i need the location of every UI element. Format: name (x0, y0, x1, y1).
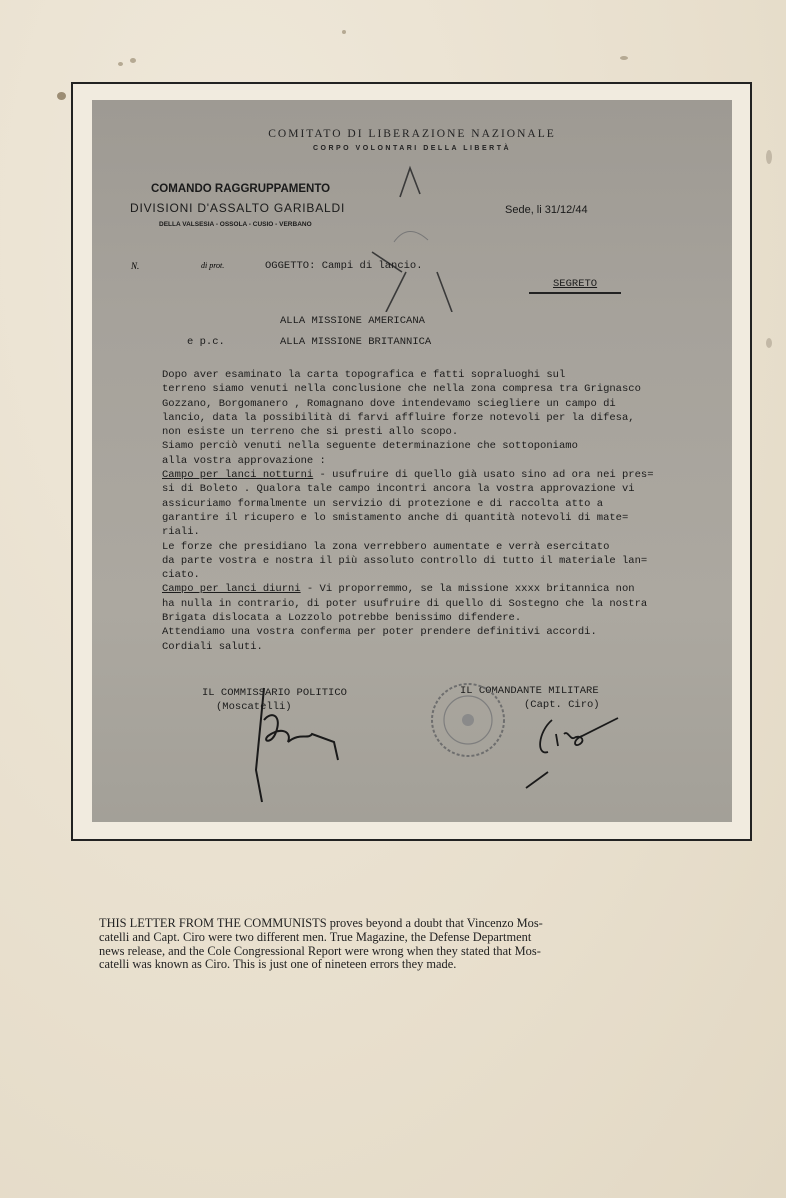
recipient-american: ALLA MISSIONE AMERICANA (280, 315, 425, 327)
letter-header-corps: CORPO VOLONTARI DELLA LIBERTÀ (312, 145, 512, 152)
paper-speck (57, 92, 66, 100)
body-line: Dopo aver esaminato la carta topografica e fatti sopraluoghi sul (162, 369, 566, 381)
caption-line: THIS LETTER FROM THE COMMUNISTS proves beyond a doubt that Vincenzo Mos- (99, 916, 543, 930)
night-drop-heading: Campo per lanci notturni (162, 469, 314, 482)
signatory-left-name: (Moscatelli) (216, 701, 292, 713)
letter-command-title: COMANDO RAGGRUPPAMENTO (151, 183, 331, 195)
paper-speck (342, 30, 346, 34)
letter-divisions-title: DIVISIONI D'ASSALTO GARIBALDI (130, 201, 346, 215)
day-drop-paragraph-start (162, 582, 742, 596)
classification-underline (529, 292, 621, 294)
body-line: Siamo perciò venuti nella seguente determinazione che sottoponiamo (162, 440, 578, 453)
letter-body (162, 368, 742, 654)
caption-line: catelli and Capt. Ciro were two different men. True Magazine, the Defense Department (99, 929, 532, 944)
caption-line: catelli was known as Ciro. This is just one of nineteen errors they made. (99, 957, 457, 972)
body-line: da parte vostra e nostra il più assoluto controllo di tutto il materiale lan= (162, 554, 648, 567)
recipient-british: ALLA MISSIONE BRITANNICA (280, 336, 432, 348)
moscatelli-signature (242, 680, 352, 830)
star-emblem (342, 162, 472, 312)
body-line: - Vi proporremmo, se la missione xxxx britannica non (300, 583, 635, 596)
letter-date: Sede, li 31/12/44 (505, 204, 588, 216)
body-line: Le forze che presidiano la zona verrebbero aumentate e verrà esercitato (162, 540, 610, 553)
body-line: Cordiali saluti. (162, 640, 263, 653)
body-line: Attendiamo una vostra conferma per poter prendere definitivi accordi. (162, 626, 597, 639)
letter-header-committee: COMITATO DI LIBERAZIONE NAZIONALE (268, 128, 556, 140)
protocol-number-label: N. (131, 261, 140, 271)
paper-speck (766, 338, 772, 348)
paper-speck (620, 56, 628, 60)
day-drop-heading: Campo per lanci diurni (162, 583, 301, 596)
signatory-right-title: IL COMANDANTE MILITARE (460, 685, 599, 697)
cc-label: e p.c. (187, 336, 225, 348)
body-line: Brigata dislocata a Lozzolo potrebbe benissimo difendere. (162, 612, 522, 625)
letter-subject: OGGETTO: Campi di lancio. (265, 260, 423, 272)
body-line: garantire il ricupero e lo smistamento anche di quantità notevoli di mate= (162, 511, 629, 524)
paper-speck (766, 150, 772, 164)
letter-regions-line: DELLA VALSESIA - OSSOLA - CUSIO - VERBANO (159, 221, 312, 228)
night-drop-paragraph-start (162, 468, 742, 482)
body-line: Gozzano, Borgomanero , Romagnano dove intendevamo sciegliere un campo di (162, 397, 616, 410)
caption-line: news release, and the Cole Congressional Report were wrong when they stated that Mos- (99, 943, 541, 958)
body-line: non esiste un terreno che si presti allo scopo. (162, 426, 459, 439)
letter-photograph (92, 100, 732, 822)
body-line: ha nulla in contrario, di poter usufruire di quello di Sostegno che la nostra (162, 597, 648, 610)
signatory-left-title: IL COMMISSARIO POLITICO (202, 687, 347, 699)
body-line: alla vostra approvazione : (162, 454, 326, 467)
body-line: lancio, data la possibilità di farvi affluire forze notevoli per la difesa, (162, 411, 635, 424)
body-line: si di Boleto . Qualora tale campo incontri ancora la vostra approvazione vi (162, 483, 635, 496)
ciro-signature (522, 712, 652, 792)
paper-speck (118, 62, 123, 66)
classification-stamp: SEGRETO (553, 278, 598, 290)
body-line: terreno siamo venuti nella conclusione che nella zona compresa tra Grignasco (162, 383, 641, 396)
body-line: assicuriamo formalmente un servizio di protezione e di raccolta atto a (162, 497, 604, 510)
body-line: ciato. (162, 569, 200, 582)
body-line: - usufruire di quello già usato sino ad ora nei pres= (313, 469, 654, 482)
signatory-right-name: (Capt. Ciro) (524, 699, 600, 711)
protocol-label: di prot. (201, 261, 225, 270)
caption (99, 917, 723, 972)
body-line: riali. (162, 526, 200, 539)
letter-photo-frame (71, 82, 752, 841)
official-stamp (428, 680, 508, 760)
paper-speck (130, 58, 136, 63)
